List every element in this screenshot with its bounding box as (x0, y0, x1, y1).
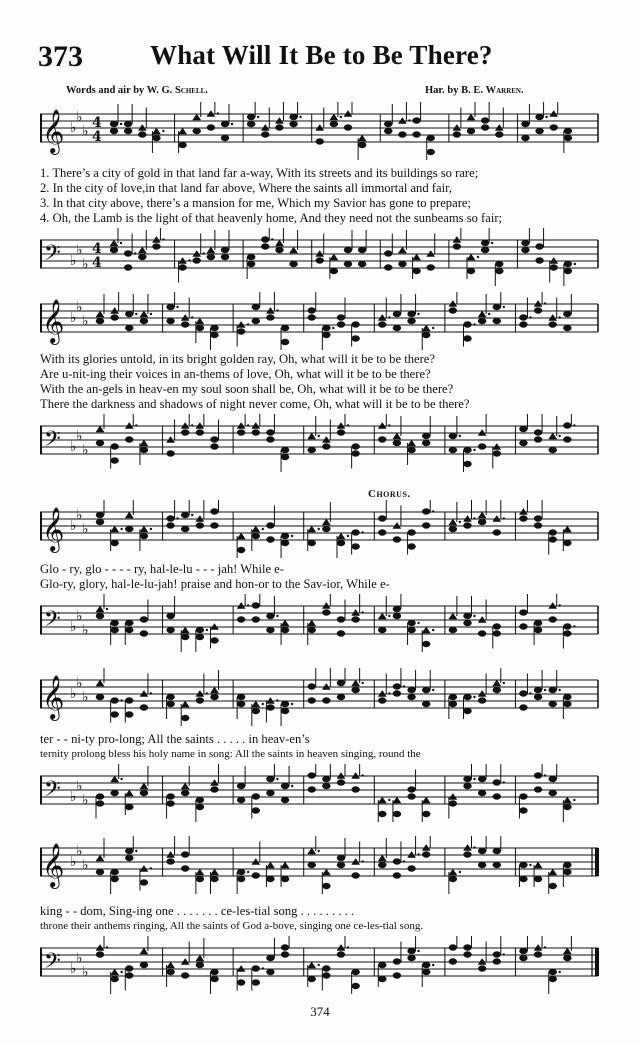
harmony-credit-name: Warren. (485, 85, 524, 96)
lyric-line: 4. Oh, the Lamb is the light of that heavenly home, And they need not the sunbeams so fair; (40, 211, 503, 225)
svg-text:♭: ♭ (70, 789, 77, 805)
svg-text:♭: ♭ (70, 961, 77, 977)
svg-text:♭: ♭ (82, 521, 89, 538)
chorus-label: Chorus. (368, 488, 411, 500)
harmony-credit-prefix: Har. by B. E. (425, 85, 486, 96)
hymn-number: 373 (38, 40, 83, 73)
hymn-title: What Will It Be to Be There? (150, 40, 493, 70)
bass-staff (40, 228, 600, 294)
lyric-line: Are u-nit-ing their voices in an-thems of love, Oh, what will it be to be there? (40, 367, 431, 381)
svg-text:♭: ♭ (70, 854, 77, 870)
lyric-line: 3. In that city above, there’s a mansion for me, Which my Savior has gone to prepare; (40, 196, 471, 210)
svg-text:𝄞: 𝄞 (42, 299, 65, 343)
chorus-lyrics-1 (40, 562, 600, 592)
svg-text:♭: ♭ (76, 843, 83, 860)
svg-text:𝄞: 𝄞 (42, 507, 65, 551)
bass-staff (40, 414, 600, 480)
music-system-1 (40, 100, 600, 290)
svg-text:♭: ♭ (82, 857, 89, 874)
svg-text:𝄢: 𝄢 (44, 949, 61, 979)
svg-text:4: 4 (92, 129, 102, 145)
words-credit-name: Schell. (174, 85, 208, 96)
music-system-4 (40, 668, 600, 828)
treble-staff (40, 102, 600, 168)
svg-text:♭: ♭ (82, 123, 89, 140)
treble-staff (40, 500, 600, 564)
svg-text:♭: ♭ (82, 256, 89, 273)
svg-text:♭: ♭ (70, 518, 77, 534)
svg-text:♭: ♭ (70, 439, 77, 455)
svg-text:♭: ♭ (76, 428, 83, 445)
lyric-line: ter - - ni-ty pro-long; All the saints . . . . . in heav-en’s (40, 732, 310, 746)
chorus-lyrics-2 (40, 732, 600, 762)
lyric-line: king - - dom, Sing-ing one . . . . . . . ce-les-tial song . . . . . . . . . (40, 904, 355, 918)
svg-text:4: 4 (92, 115, 102, 131)
lyric-line: With its glories untold, in its bright golden ray, Oh, what will it be to be there? (40, 352, 435, 366)
svg-text:4: 4 (92, 255, 102, 271)
lyric-line: throne their anthems ringing, All the saints of God a-bove, singing one ce-les-tial song. (40, 920, 424, 932)
treble-staff (40, 292, 600, 352)
svg-text:♭: ♭ (70, 310, 77, 326)
lyric-line: With the an-gels in heav-en my soul soon shall be, Oh, what will it be to be there? (40, 382, 454, 396)
svg-text:𝄞: 𝄞 (42, 675, 65, 719)
svg-text:♭: ♭ (70, 120, 77, 136)
svg-text:♭: ♭ (82, 622, 89, 639)
svg-text:𝄢: 𝄢 (44, 241, 61, 271)
music-system-3 (40, 500, 600, 660)
chorus-lyrics-3 (40, 904, 600, 934)
svg-text:♭: ♭ (76, 109, 83, 126)
words-credit-prefix: Words and air by W. G. (66, 85, 175, 96)
svg-text:♭: ♭ (82, 964, 89, 981)
svg-text:♭: ♭ (70, 619, 77, 635)
bass-staff (40, 764, 600, 828)
verse-lyrics-1 (40, 166, 600, 226)
bass-staff (40, 594, 600, 658)
bass-staff (40, 936, 600, 1000)
svg-text:♭: ♭ (70, 253, 77, 269)
lyric-line: Glo-ry, glory, hal-le-lu-jah! praise and hon-or to the Sav-ior, While e- (40, 577, 390, 591)
svg-text:𝄢: 𝄢 (44, 777, 61, 807)
lyric-line: Glo - ry, glo - - - - ry, hal-le-lu - - - jah! While e- (40, 562, 284, 576)
svg-text:4: 4 (92, 241, 102, 257)
svg-text:♭: ♭ (82, 689, 89, 706)
svg-text:♭: ♭ (76, 242, 83, 259)
lyric-line: ternity prolong bless his holy name in song: All the saints in heaven singing, round the (40, 748, 421, 760)
treble-staff (40, 836, 600, 900)
svg-text:♭: ♭ (76, 507, 83, 524)
svg-text:♭: ♭ (82, 313, 89, 330)
svg-text:♭: ♭ (70, 686, 77, 702)
music-system-2 (40, 292, 600, 482)
svg-text:♭: ♭ (82, 792, 89, 809)
treble-staff (40, 668, 600, 732)
lyric-line: 2. In the city of love,in that land far above, Where the saints all immortal and fair, (40, 181, 452, 195)
svg-text:♭: ♭ (76, 608, 83, 625)
svg-text:♭: ♭ (76, 950, 83, 967)
lyric-line: 1. There’s a city of gold in that land far a-way, With its streets and its buildings so rare; (40, 166, 479, 180)
verse-lyrics-2 (40, 352, 600, 412)
music-system-5 (40, 836, 600, 998)
svg-text:𝄞: 𝄞 (42, 109, 65, 153)
page-number: 374 (310, 1004, 330, 1019)
lyric-line: There the darkness and shadows of night never come, Oh, what will it be to be there? (40, 397, 470, 411)
svg-text:♭: ♭ (82, 442, 89, 459)
svg-text:♭: ♭ (76, 675, 83, 692)
svg-text:𝄢: 𝄢 (44, 607, 61, 637)
svg-text:𝄞: 𝄞 (42, 843, 65, 887)
words-credit (66, 85, 208, 96)
svg-text:♭: ♭ (76, 778, 83, 795)
svg-text:𝄢: 𝄢 (44, 427, 61, 457)
harmony-credit (425, 85, 524, 96)
svg-text:♭: ♭ (76, 299, 83, 316)
